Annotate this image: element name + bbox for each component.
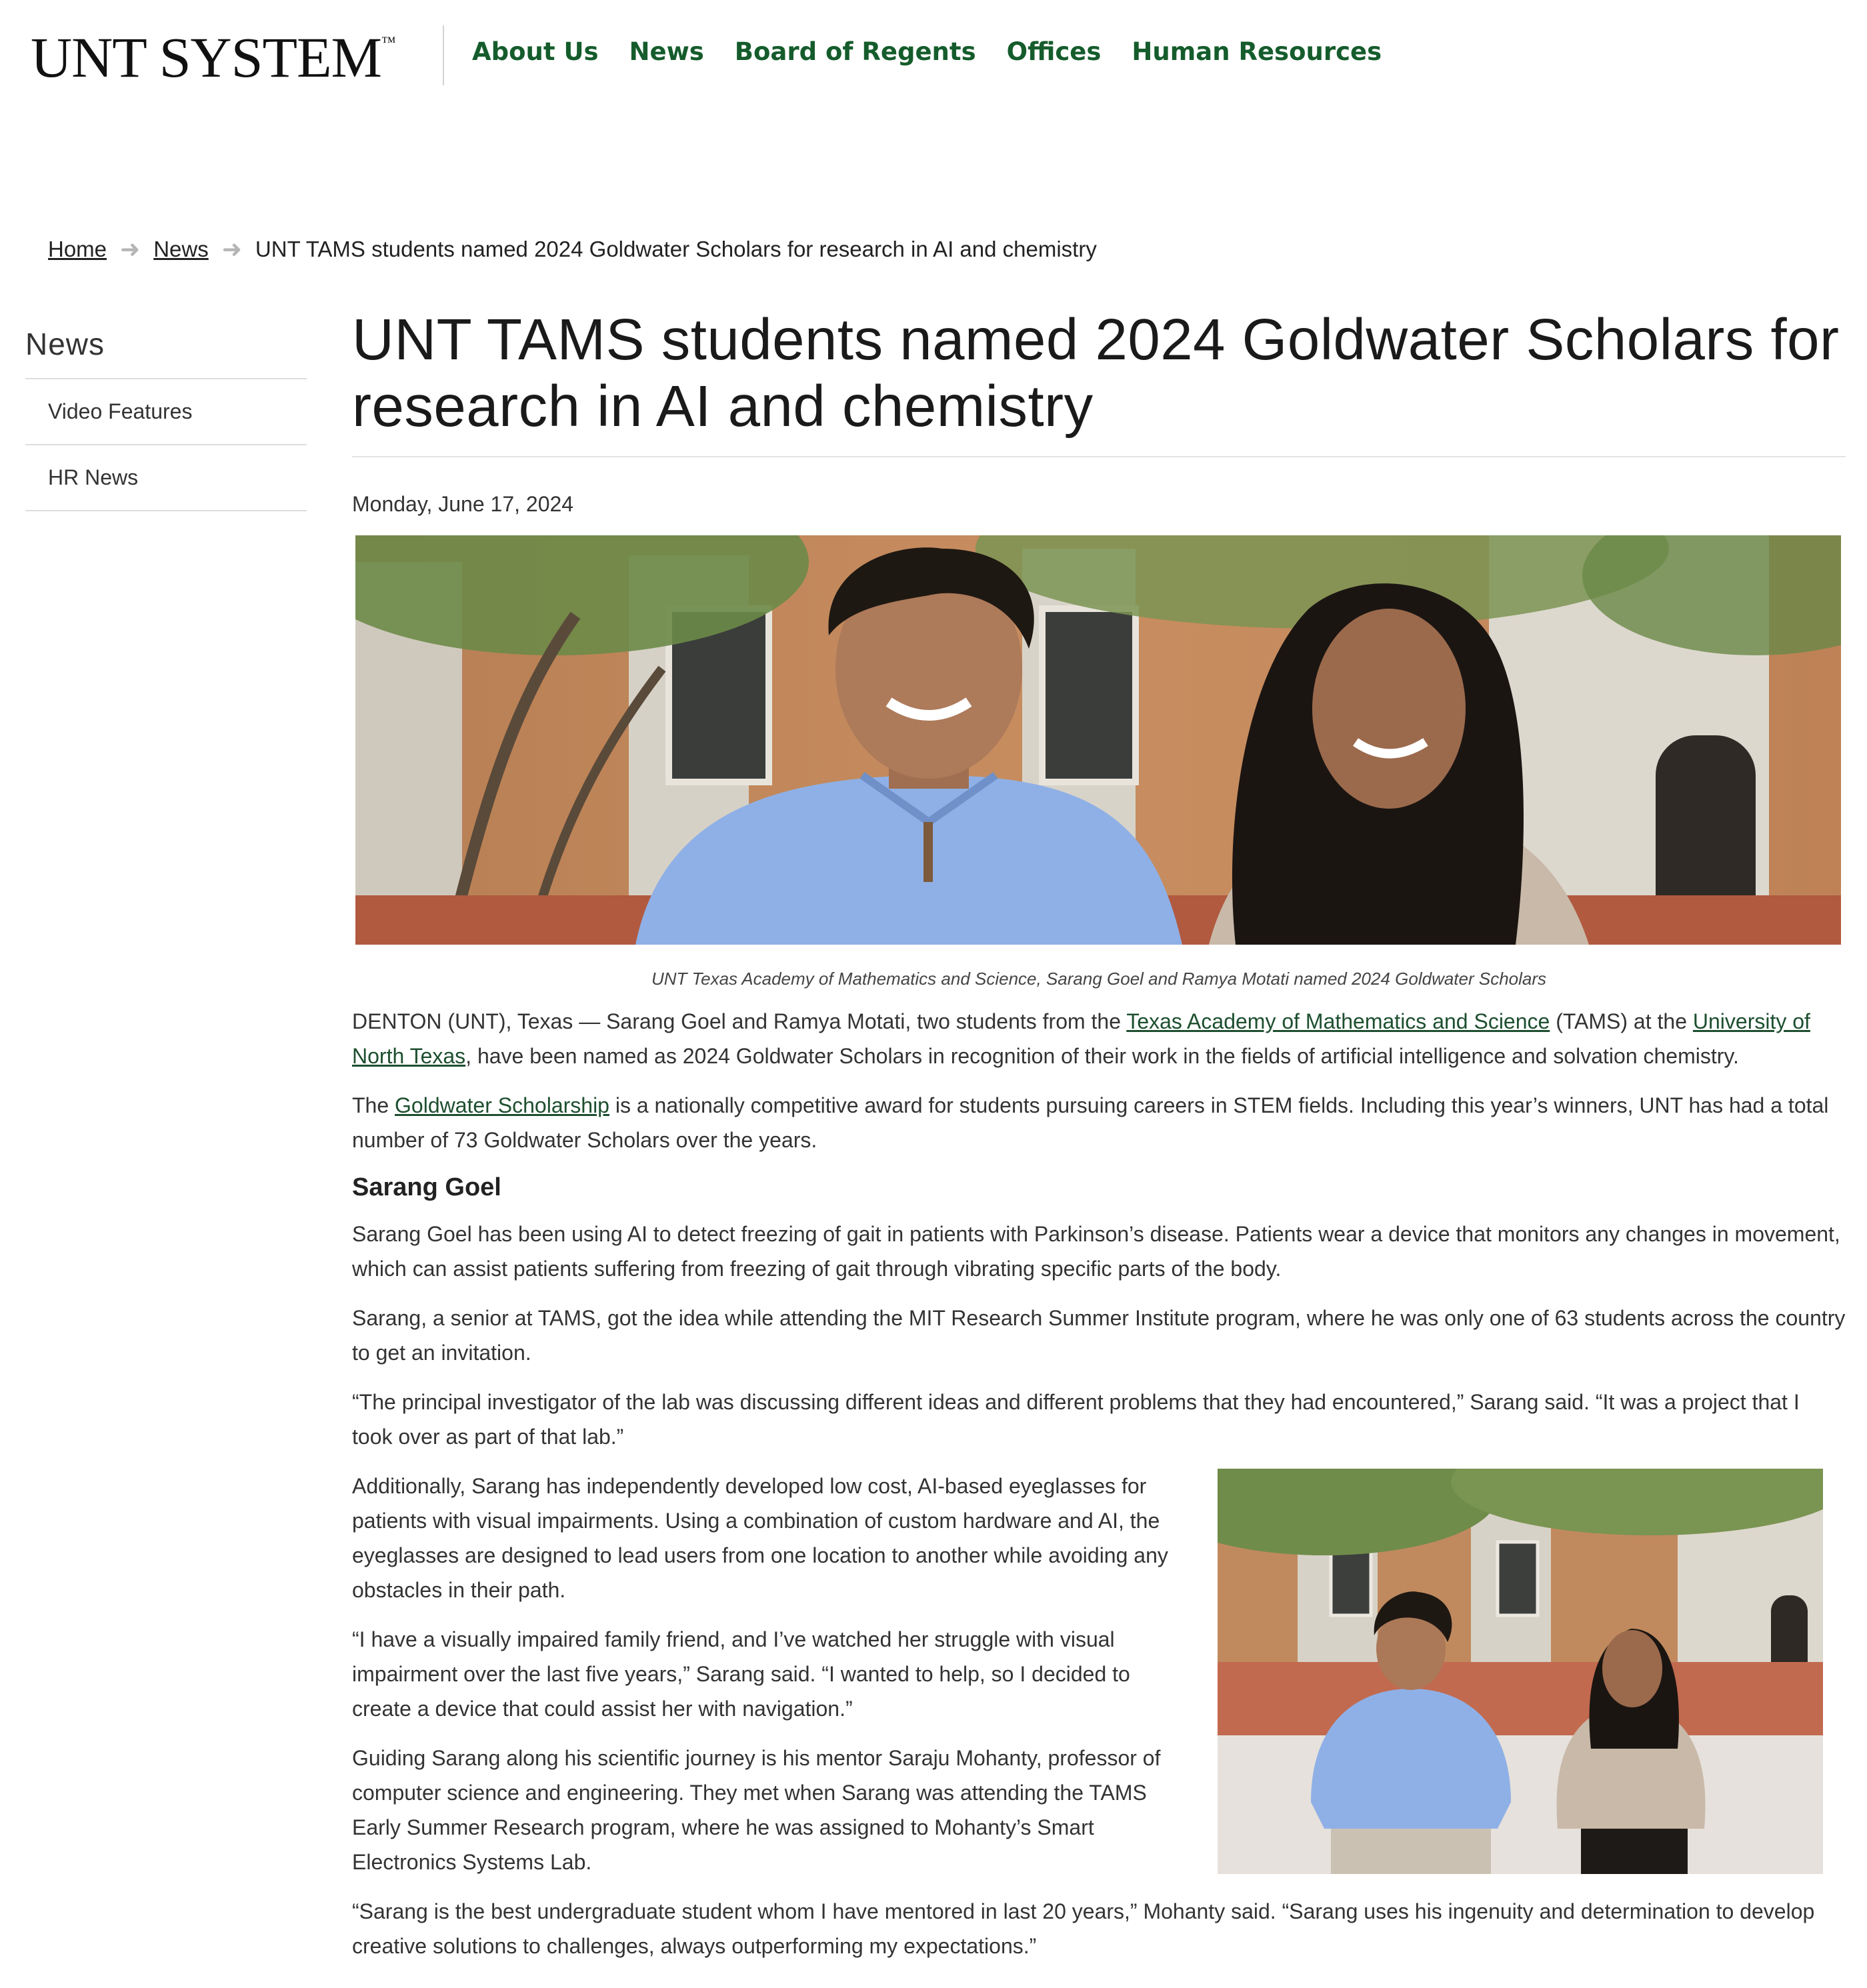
paragraph-text: DENTON (UNT), Texas — Sarang Goel and Ramya Motati, two students from the (352, 1009, 1127, 1033)
nav-about-us[interactable]: About Us (472, 37, 599, 66)
site-header (0, 0, 1867, 113)
main-nav (472, 37, 1382, 66)
paragraph-text: (TAMS) at the (1550, 1009, 1693, 1033)
paragraph-quote-family-friend: “I have a visually impaired family friend, and I’ve watched her struggle with visual impairment over the last five years,” Sarang said. “I wanted to help, so I decided to create a device that could assist her with navigation.” (352, 1627, 1130, 1721)
nav-human-resources[interactable]: Human Resources (1132, 37, 1382, 66)
link-goldwater-scholarship[interactable]: Goldwater Scholarship (395, 1093, 609, 1117)
hero-photo (355, 535, 1841, 945)
paragraph-mit: Sarang, a senior at TAMS, got the idea while attending the MIT Research Summer Institute program, where he was only one of 63 students across the country to get an invitation. (352, 1306, 1846, 1365)
hero-photo-illustration (355, 535, 1841, 945)
paragraph-quote-lab: “The principal investigator of the lab was discussing different ideas and different problems that they had encountered,” Sarang said. “It was a project that I took over as part of that lab.” (352, 1390, 1800, 1449)
students-photo (1218, 1469, 1823, 1874)
paragraph-parkinsons: Sarang Goel has been using AI to detect freezing of gait in patients with Parkinson’s disease. Patients wear a device that monitors any changes in movement, which can assist patients suffering from freezing of gait through vibrating specific parts of the body. (352, 1222, 1840, 1281)
paragraph-quote-mohanty: “Sarang is the best undergraduate student whom I have mentored in last 20 years,” Mohanty said. “Sarang uses his ingenuity and determination to develop creative solutions to challenges, always outperforming my expectations.” (352, 1899, 1815, 1958)
sidebar-item-video-features[interactable]: Video Features (25, 378, 307, 444)
students-photo-illustration (1218, 1469, 1823, 1874)
subhead-sarang-goel: Sarang Goel (352, 1173, 501, 1201)
link-unt[interactable]: University of North Texas (352, 1009, 1810, 1068)
paragraph-mentor: Guiding Sarang along his scientific journey is his mentor Saraju Mohanty, professor of computer science and engineering. They met when Sarang was attending the TAMS Early Summer Research program, where he was assigned to Mohanty’s Smart Electronics Systems Lab. (352, 1746, 1161, 1874)
paragraph-goldwater (352, 1088, 1846, 1157)
nav-offices[interactable]: Offices (1006, 37, 1102, 66)
paragraph-text: , have been named as 2024 Goldwater Scholars in recognition of their work in the fields of artificial intelligence and solvation chemistry. (465, 1044, 1739, 1068)
page-title: UNT TAMS students named 2024 Goldwater Scholars for research in AI and chemistry (352, 307, 1846, 457)
breadcrumb-home[interactable]: Home (48, 237, 107, 261)
article-date: Monday, June 17, 2024 (352, 492, 574, 516)
unt-system-logo[interactable] (31, 24, 395, 91)
arrow-right-icon: ➜ (221, 235, 242, 263)
logo-trademark: ™ (381, 33, 395, 50)
header-divider (443, 25, 444, 85)
paragraph-intro (352, 1004, 1846, 1073)
paragraph-eyeglasses: Additionally, Sarang has independently developed low cost, AI-based eyeglasses for patients with visual impairments. Using a combination of custom hardware and AI, the eyeglasses are designed to lead users from one location to another while avoiding any obstacles in their path. (352, 1474, 1168, 1602)
breadcrumb-current: UNT TAMS students named 2024 Goldwater Scholars for research in AI and chemistry (255, 237, 1097, 261)
article (352, 307, 1846, 1963)
arrow-right-icon: ➜ (120, 235, 141, 263)
hero-caption: UNT Texas Academy of Mathematics and Science, Sarang Goel and Ramya Motati named 2024 Goldwater Scholars (651, 969, 1547, 989)
link-tams[interactable]: Texas Academy of Mathematics and Science (1126, 1009, 1550, 1033)
article-body-with-photo (352, 1469, 1846, 1963)
breadcrumb-news[interactable]: News (153, 237, 209, 261)
breadcrumb (48, 235, 1097, 263)
paragraph-text: is a nationally competitive award for students pursuing careers in STEM fields. Including this year’s winners, UNT has had a total number of 73 Goldwater Scholars over the years. (352, 1093, 1829, 1152)
nav-news[interactable]: News (629, 37, 704, 66)
paragraph-text: The (352, 1093, 395, 1117)
sidebar (25, 320, 307, 511)
sidebar-item-hr-news[interactable]: HR News (25, 444, 307, 511)
sidebar-title: News (25, 327, 105, 361)
logo-text: UNT SYSTEM (31, 25, 381, 89)
nav-board-of-regents[interactable]: Board of Regents (734, 37, 976, 66)
